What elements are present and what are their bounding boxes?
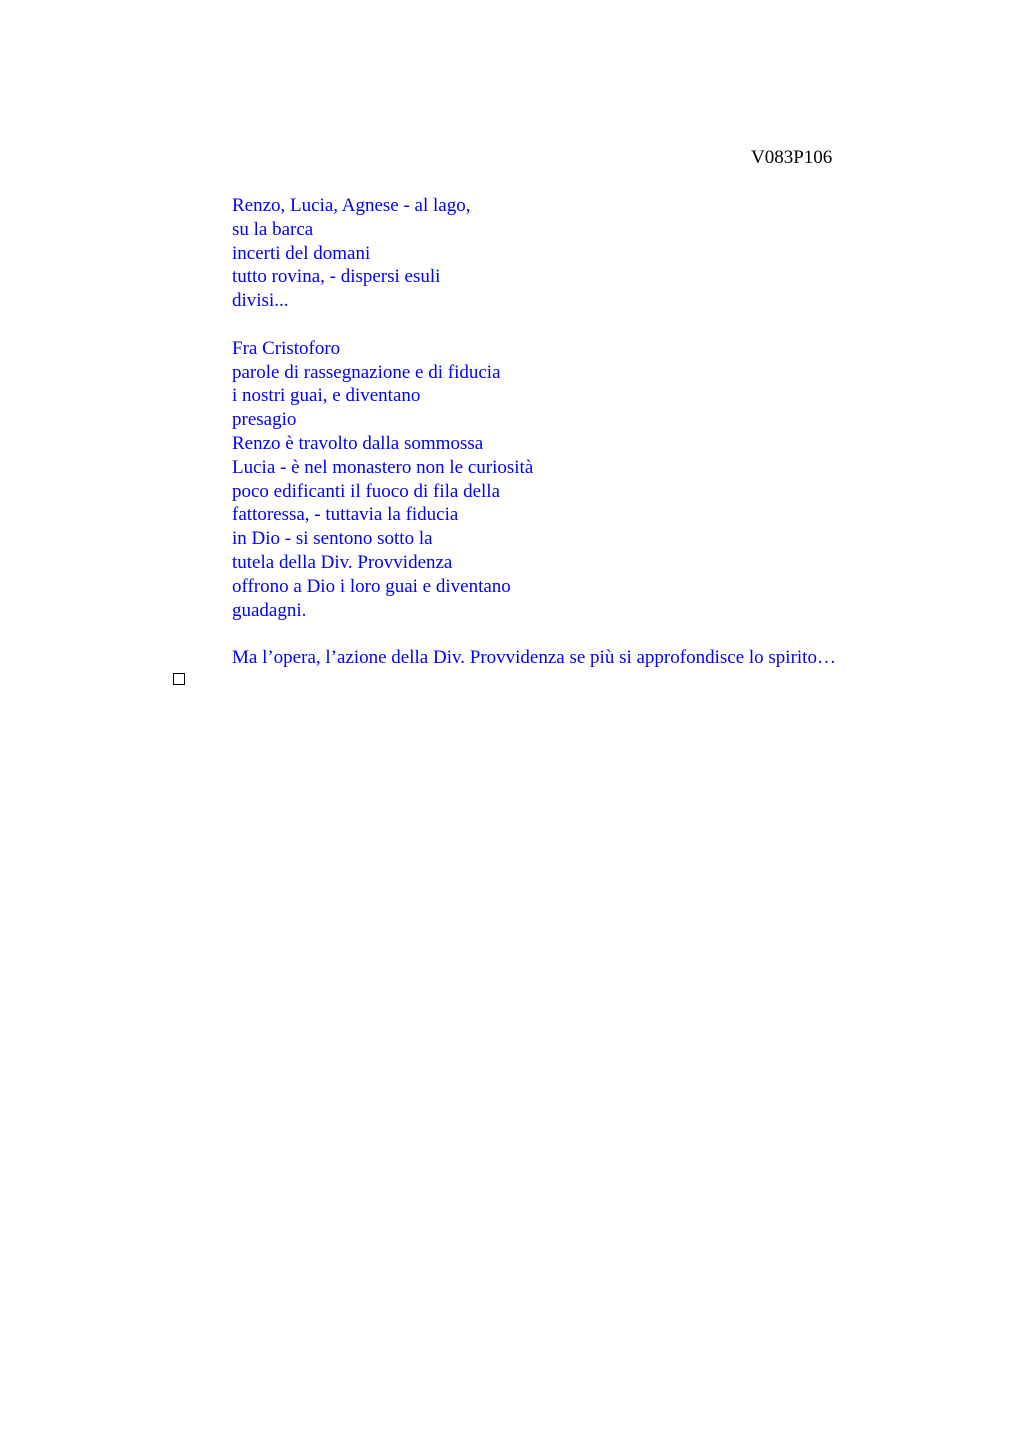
text-line: poco edificanti il fuoco di fila della — [232, 480, 501, 502]
text-line: incerti del domani — [232, 242, 371, 264]
text-line: Lucia - è nel monastero non le curiosità — [232, 456, 534, 478]
text-line: parole di rassegnazione e di fiducia — [232, 361, 501, 383]
text-line: i nostri guai, e diventano — [232, 385, 421, 407]
text-line: Renzo, Lucia, Agnese - al lago, — [232, 195, 471, 216]
text-line: Ma l’opera, l’azione della Div. Provvidenza se più si approfondisce lo spirito… — [232, 647, 836, 669]
text-line: presagio — [232, 409, 297, 431]
text-line: tutto rovina, - dispersi esuli — [232, 266, 441, 288]
stanza — [232, 646, 952, 670]
stanza — [232, 337, 952, 623]
text-line: guadagni. — [232, 599, 307, 621]
text-line: fattoressa, - tuttavia la fiducia — [232, 504, 459, 526]
text-line: Renzo è travolto dalla sommossa — [232, 432, 484, 454]
text-line: tutela della Div. Provvidenza — [232, 551, 453, 573]
text-line: su la barca — [232, 218, 314, 240]
text-line: offrono a Dio i loro guai e diventano — [232, 575, 511, 597]
text-line: Fra Cristoforo — [232, 337, 341, 359]
text-line: in Dio - si sentono sotto la — [232, 528, 433, 550]
checkbox-square-icon — [173, 673, 185, 685]
body-text — [232, 194, 952, 694]
page-code: V083P106 — [751, 147, 833, 168]
text-line: divisi... — [232, 290, 289, 312]
stanza — [232, 194, 952, 313]
